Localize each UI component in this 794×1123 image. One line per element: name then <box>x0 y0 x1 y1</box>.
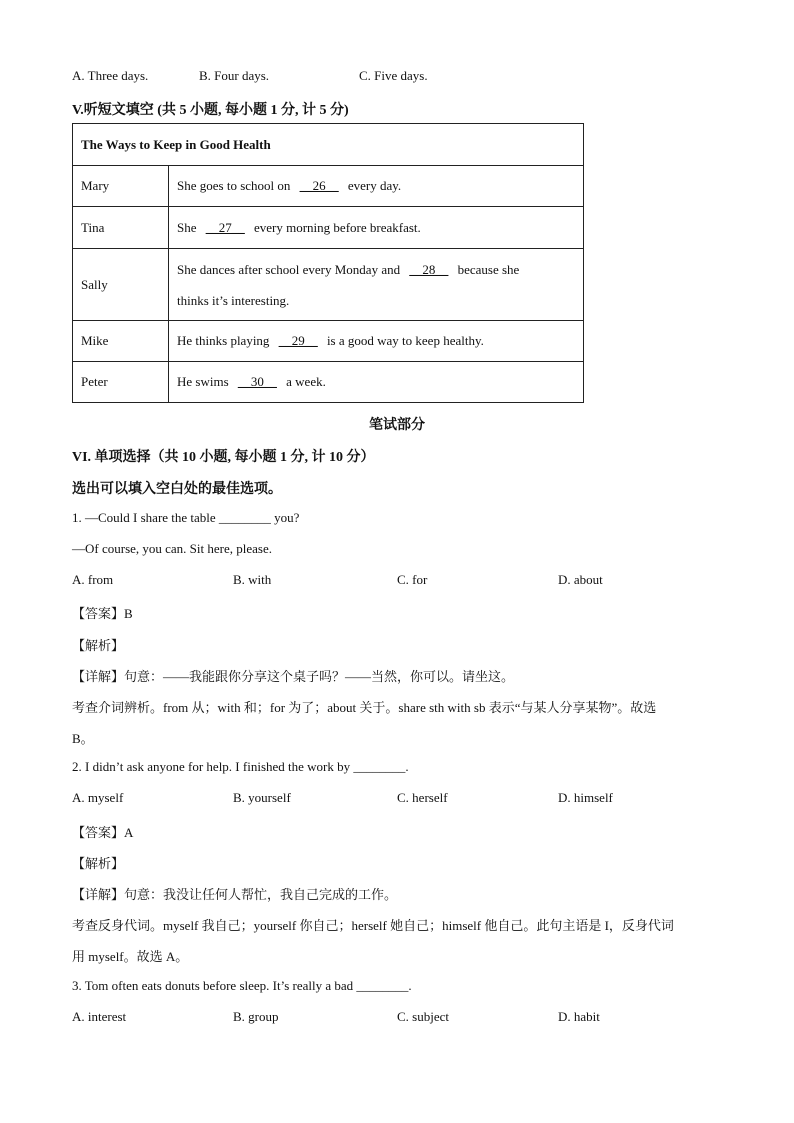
row-text: She dances after school every Monday and __28__ because she thinks it’s interesting. <box>169 249 584 321</box>
section6-heading: VI. 单项选择（共 10 小题, 每小题 1 分, 计 10 分） <box>72 450 375 465</box>
q1-detail: 【详解】句意：——我能跟你分享这个桌子吗？——当然，你可以。请坐这。 <box>72 669 515 684</box>
table-row <box>73 166 584 207</box>
q1-option-a: A. from <box>72 572 114 587</box>
section5-heading: V.听短文填空 (共 5 小题, 每小题 1 分, 计 5 分) <box>72 103 349 118</box>
q2-option-a: A. myself <box>72 790 124 805</box>
row-name: Peter <box>73 362 169 403</box>
written-part-title: 笔试部分 <box>369 418 425 433</box>
q1-option-b: B. with <box>233 572 272 587</box>
q3-option-c: C. subject <box>397 1009 449 1024</box>
blank-29: __29__ <box>278 333 318 348</box>
blank-30: __30__ <box>237 374 277 389</box>
q1-explain-1: 考查介词辨析。from 从；with 和；for 为了；about 关于。share sth with sb 表示“与某人分享某物”。故选 <box>72 700 657 715</box>
table-title: The Ways to Keep in Good Health <box>73 124 584 166</box>
q1-stem: 1. —Could I share the table ________ you? <box>72 510 300 525</box>
q2-option-d: D. himself <box>558 790 613 805</box>
prev-option-a: A. Three days. <box>72 68 149 83</box>
row-text: He thinks playing __29__ is a good way to keep healthy. <box>169 321 584 362</box>
q1-answer: 【答案】B <box>72 606 133 621</box>
q2-answer: 【答案】A <box>72 825 134 840</box>
health-table <box>72 123 584 403</box>
row-name: Tina <box>73 207 169 249</box>
row-name: Sally <box>73 249 169 321</box>
q2-analysis: 【解析】 <box>72 856 125 871</box>
row-text: She goes to school on __26__ every day. <box>169 166 584 207</box>
row-name: Mike <box>73 321 169 362</box>
q1-option-d: D. about <box>558 572 603 587</box>
blank-26: __26__ <box>299 178 339 193</box>
table-row <box>73 321 584 362</box>
row-text: She __27__ every morning before breakfast. <box>169 207 584 249</box>
q2-detail: 【详解】句意：我没让任何人帮忙，我自己完成的工作。 <box>72 887 398 902</box>
row-text: He swims __30__ a week. <box>169 362 584 403</box>
q1-option-c: C. for <box>397 572 428 587</box>
q2-option-b: B. yourself <box>233 790 291 805</box>
table-row <box>73 362 584 403</box>
prev-option-b: B. Four days. <box>199 68 270 83</box>
q1-explain-2: B。 <box>72 731 94 746</box>
q2-stem: 2. I didn’t ask anyone for help. I finished the work by ________. <box>72 759 409 774</box>
table-row <box>73 249 584 321</box>
table-row <box>73 207 584 249</box>
blank-28: __28__ <box>409 261 449 277</box>
row-name: Mary <box>73 166 169 207</box>
prev-option-c: C. Five days. <box>359 68 428 83</box>
q1-response: —Of course, you can. Sit here, please. <box>72 541 272 556</box>
q2-explain-1: 考查反身代词。myself 我自己；yourself 你自己；herself 她自己；himself 他自己。此句主语是 I，反身代词 <box>72 918 674 933</box>
q2-option-c: C. herself <box>397 790 448 805</box>
q1-analysis: 【解析】 <box>72 638 125 653</box>
blank-27: __27__ <box>205 219 245 235</box>
q3-option-d: D. habit <box>558 1009 600 1024</box>
q3-option-b: B. group <box>233 1009 279 1024</box>
q2-explain-2: 用 myself。故选 A。 <box>72 949 189 964</box>
q3-option-a: A. interest <box>72 1009 127 1024</box>
section6-instruction: 选出可以填入空白处的最佳选项。 <box>72 482 282 497</box>
q3-stem: 3. Tom often eats donuts before sleep. It’s really a bad ________. <box>72 978 412 993</box>
